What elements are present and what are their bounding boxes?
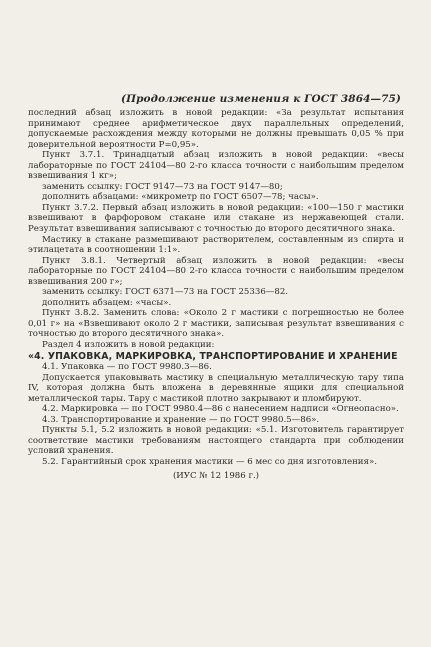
paragraph: 4.3. Транспортирование и хранение — по ГОСТ 9980.5—86». — [42, 414, 320, 425]
paragraph: заменить ссылку: ГОСТ 6371—73 на ГОСТ 25336—82. — [42, 287, 289, 298]
paragraph: Пункт 3.8.2. Заменить слова: «Около 2 г мастики с погрешностью не более 0,01 г» на «Взвешивают около 2 г мастики, записывая результат взвешивания с точностью до второго десятичного знака». — [28, 308, 404, 340]
paragraph: Пункт 3.8.1. Четвертый абзац изложить в новой редакции: «весы лабораторные по ГОСТ 24104—80 2-го класса точности с наибольшим пределом взвешивания 200 г»; — [28, 255, 404, 287]
paragraph: Пункт 3.7.2. Первый абзац изложить в новой редакции: «100—150 г мастики взвешивают в фарфоровом стакане или стакане из нержавеющей стали. Результат взвешивания записывают с точностью до второго десятичного знака. — [28, 202, 404, 235]
paragraph: заменить ссылку: ГОСТ 9147—73 на ГОСТ 9147—80; — [42, 181, 283, 192]
paragraph: Раздел 4 изложить в новой редакции: — [42, 340, 215, 351]
page-header: (Продолжение изменения к ГОСТ 3864—75) — [121, 93, 401, 105]
paragraph: дополнить абзацами: «микрометр по ГОСТ 6507—78; часы». — [42, 192, 319, 203]
paragraph: Мастику в стакане размешивают растворителем, составленным из спирта и этилацетата в соотношении 1:1». — [28, 234, 404, 256]
document-body — [28, 108, 404, 481]
paragraph: 4.2. Маркировка — по ГОСТ 9980.4—86 с нанесением надписи «Огнеопасно». — [42, 404, 399, 415]
paragraph: Пункт 3.7.1. Тринадцатый абзац изложить в новой редакции: «весы лабораторные по ГОСТ 24104—80 2-го класса точности с наибольшим пределом взвешивания 1 кг»; — [28, 150, 404, 182]
paragraph: 5.2. Гарантийный срок хранения мастики — 6 мес со дня изготовления». — [42, 457, 377, 467]
paragraph: 4.1. Упаковка — по ГОСТ 9980.3—86. — [42, 362, 212, 373]
section-heading: «4. УПАКОВКА, МАРКИРОВКА, ТРАНСПОРТИРОВАНИЕ И ХРАНЕНИЕ — [28, 350, 398, 362]
paragraph: последний абзац изложить в новой редакции: «За результат испытания принимают среднее арифметическое двух параллельных определений, допускаемые расхождения между которыми не должны превышать 0,05 % при доверительной вероятности P=0,95». — [28, 108, 404, 150]
paragraph: Допускается упаковывать мастику в специальную металлическую тару типа IV, которая должна быть вложена в деревянные ящики для специальной металлической тары. Тару с мастикой плотно закрывают и пломбируют. — [28, 372, 404, 404]
paragraph: Пункты 5.1, 5.2 изложить в новой редакции: «5.1. Изготовитель гарантирует соответствие мастики требованиям настоящего стандарта при соблюдении условий хранения. — [28, 425, 404, 457]
paragraph: дополнить абзацем: «часы». — [42, 297, 172, 308]
publication-note: (ИУС № 12 1986 г.) — [172, 470, 260, 481]
